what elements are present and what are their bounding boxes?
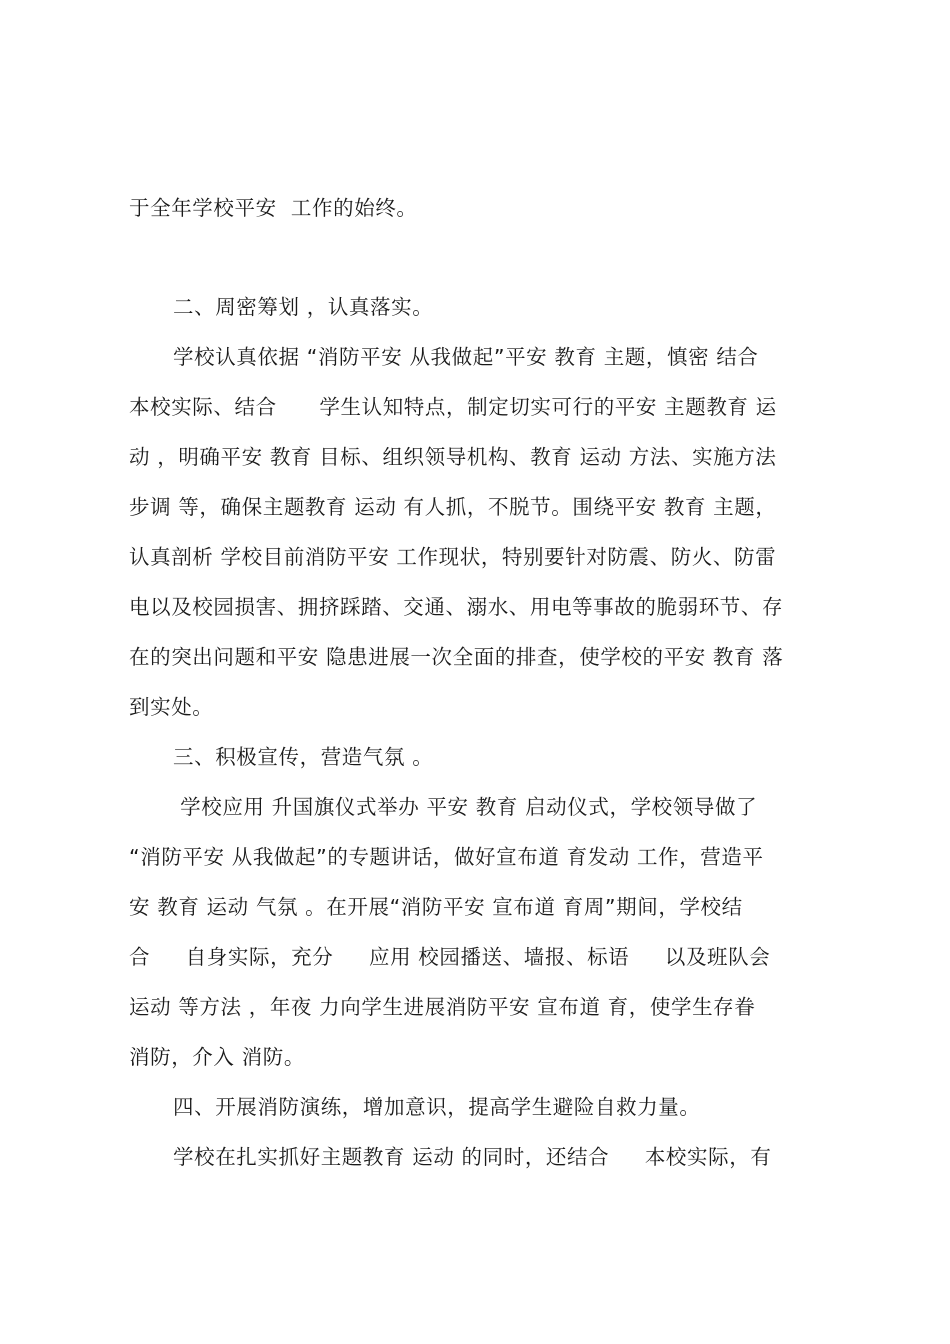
paragraph-line: 步调 等，确保主题教育 运动 有人抓，不脱节。围绕平安 教育 主题，: [129, 495, 777, 519]
section-heading-4: 四、开展消防演练，增加意识，提高学生避险自救力量。: [173, 1095, 701, 1119]
paragraph-line: 到实处。: [129, 695, 214, 719]
paragraph-line: 电以及校园损害、拥挤踩踏、交通、溺水、用电等事故的脆弱环节、存: [129, 595, 784, 619]
section-heading-3: 三、积极宣传，营造气氛 。: [173, 745, 434, 769]
section-heading-2: 二、周密筹划 ，认真落实。: [173, 295, 434, 319]
paragraph-line: 于全年学校平安 工作的始终。: [129, 196, 418, 220]
paragraph-line: “消防平安 从我做起”的专题讲话，做好宣布道 育发动 工作，营造平: [129, 845, 764, 869]
paragraph-line: 认真剖析 学校目前消防平安 工作现状，特别要针对防震、防火、防雷: [129, 545, 777, 569]
paragraph-line: 安 教育 运动 气氛 。在开展“消防平安 宣布道 育周”期间，学校结: [129, 895, 743, 919]
paragraph-line: 运动 等方法 ，年夜 力向学生进展消防平安 宣布道 育，使学生存眷: [129, 995, 756, 1019]
paragraph-line: 消防，介入 消防。: [129, 1045, 305, 1069]
paragraph-line: 学校应用 升国旗仪式举办 平安 教育 启动仪式，学校领导做了: [173, 795, 758, 819]
paragraph-line: 学校在扎实抓好主题教育 运动 的同时，还结合 本校实际，有: [173, 1145, 772, 1169]
paragraph-line: 本校实际、结合 学生认知特点，制定切实可行的平安 主题教育 运: [129, 395, 777, 419]
paragraph-line: 合 自身实际，充分 应用 校园播送、墙报、标语 以及班队会: [129, 945, 771, 969]
paragraph-line: 在的突出问题和平安 隐患进展一次全面的排查，使学校的平安 教育 落: [129, 645, 784, 669]
paragraph-line: 学校认真依据 “消防平安 从我做起”平安 教育 主题，慎密 结合: [173, 345, 759, 369]
paragraph-line: 动 ，明确平安 教育 目标、组织领导机构、教育 运动 方法、实施方法: [129, 445, 777, 469]
